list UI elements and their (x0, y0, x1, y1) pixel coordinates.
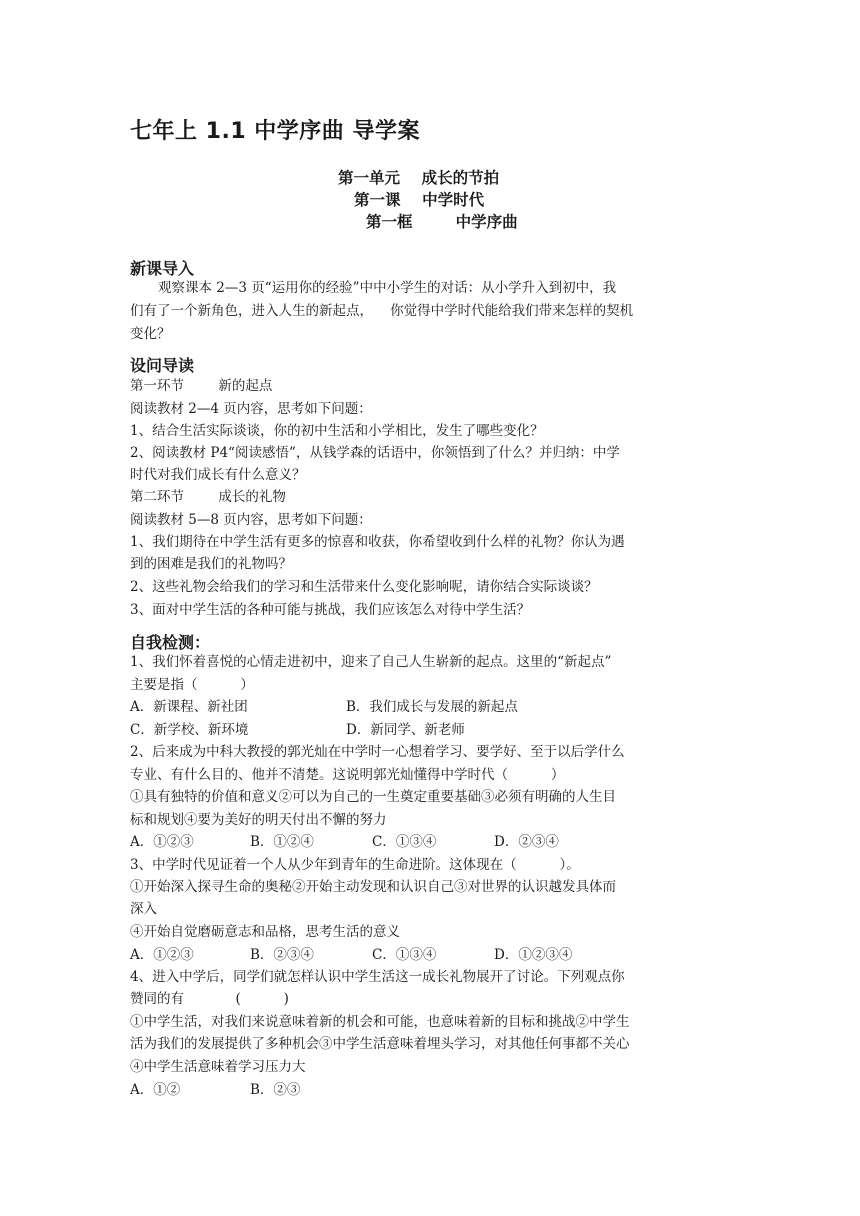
guide-line: 阅读教材 2—4 页内容，思考如下问题： (130, 401, 372, 417)
question-4-text: 赞同的有 ( ) (130, 991, 289, 1007)
frame-heading: 第一框 中学序曲 (366, 213, 518, 231)
guide-line: 2、这些礼物会给我们的学习和生活带来什么变化影响呢，请你结合实际谈谈？ (130, 579, 598, 595)
question-3-option-b: B．②③④ (250, 947, 314, 963)
guide-line: 到的困难是我们的礼物吗？ (130, 556, 292, 572)
guide-line: 第一环节 新的起点 (130, 378, 273, 394)
question-2-option-b: B．①②④ (250, 834, 314, 850)
question-3-option-d: D．①②③④ (494, 947, 573, 963)
question-2-text: 2、后来成为中科大教授的郭光灿在中学时一心想着学习、要学好、至于以后学什么 (130, 744, 625, 760)
question-1-option-a: A．新课程、新社团 (130, 699, 248, 715)
question-3-text: 3、中学时代见证着一个人从少年到青年的生命进阶。这体现在（ ）。 (130, 857, 580, 873)
check-heading: 自我检测： (130, 633, 211, 652)
question-2-text: ①具有独特的价值和意义②可以为自己的一生奠定重要基础③必须有明确的人生目 (130, 789, 616, 805)
question-4-option-a: A．①② (130, 1082, 181, 1098)
question-1-option-d: D．新同学、新老师 (346, 722, 465, 738)
question-4-text: 4、进入中学后，同学们就怎样认识中学生活这一成长礼物展开了讨论。下列观点你 (130, 969, 625, 985)
guide-line: 第二环节 成长的礼物 (130, 489, 286, 505)
unit-heading: 第一单元 成长的节拍 (338, 169, 500, 187)
question-3-text: ④开始自觉磨砺意志和品格，思考生活的意义 (130, 924, 400, 940)
intro-line: 们有了一个新角色，进入人生的新起点， 你觉得中学时代能给我们带来怎样的契机 (130, 303, 634, 319)
question-3-text: ①开始深入探寻生命的奥秘②开始主动发现和认识自己③对世界的认识越发具体而 (130, 879, 616, 895)
question-4-text: 活为我们的发展提供了多种机会③中学生活意味着埋头学习，对其他任何事都不关心 (130, 1036, 630, 1052)
question-4-text: ④中学生活意味着学习压力大 (130, 1059, 306, 1075)
question-1-text: 1、我们怀着喜悦的心情走进初中，迎来了自己人生崭新的起点。这里的“新起点” (130, 654, 612, 670)
question-2-option-c: C．①③④ (372, 834, 437, 850)
guide-heading: 设问导读 (130, 356, 195, 375)
lesson-heading: 第一课 中学时代 (354, 191, 485, 209)
guide-line: 1、我们期待在中学生活有更多的惊喜和收获，你希望收到什么样的礼物？你认为遇 (130, 534, 625, 550)
guide-line: 阅读教材 5—8 页内容，思考如下问题： (130, 512, 372, 528)
question-2-option-d: D．②③④ (494, 834, 559, 850)
guide-line: 3、面对中学生活的各种可能与挑战，我们应该怎么对待中学生活？ (130, 602, 531, 618)
question-4-option-b: B．②③ (250, 1082, 301, 1098)
question-2-text: 专业、有什么目的、他并不清楚。这说明郭光灿懂得中学时代（ ） (130, 767, 565, 783)
question-3-text: 深入 (130, 901, 157, 917)
question-2-option-a: A．①②③ (130, 834, 194, 850)
question-3-option-c: C．①③④ (372, 947, 437, 963)
question-1-text: 主要是指（ ） (130, 677, 254, 693)
guide-line: 时代对我们成长有什么意义？ (130, 467, 306, 483)
document-title: 七年上 1.1 中学序曲 导学案 (130, 119, 420, 144)
intro-line: 变化？ (130, 326, 171, 342)
question-2-text: 标和规划④要为美好的明天付出不懈的努力 (130, 812, 387, 828)
guide-line: 2、阅读教材 P4“阅读感悟”，从钱学森的话语中，你领悟到了什么？并归纳：中学 (130, 445, 620, 461)
question-1-option-c: C．新学校、新环境 (130, 722, 249, 738)
intro-heading: 新课导入 (130, 259, 195, 278)
intro-line: 观察课本 2—3 页“运用你的经验”中中小学生的对话：从小学升入到初中，我 (158, 280, 617, 296)
question-4-text: ①中学生活，对我们来说意味着新的机会和可能，也意味着新的目标和挑战②中学生 (130, 1014, 630, 1030)
question-1-option-b: B．我们成长与发展的新起点 (346, 699, 518, 715)
question-3-option-a: A．①②③ (130, 947, 194, 963)
guide-line: 1、结合生活实际谈谈，你的初中生活和小学相比，发生了哪些变化？ (130, 423, 544, 439)
